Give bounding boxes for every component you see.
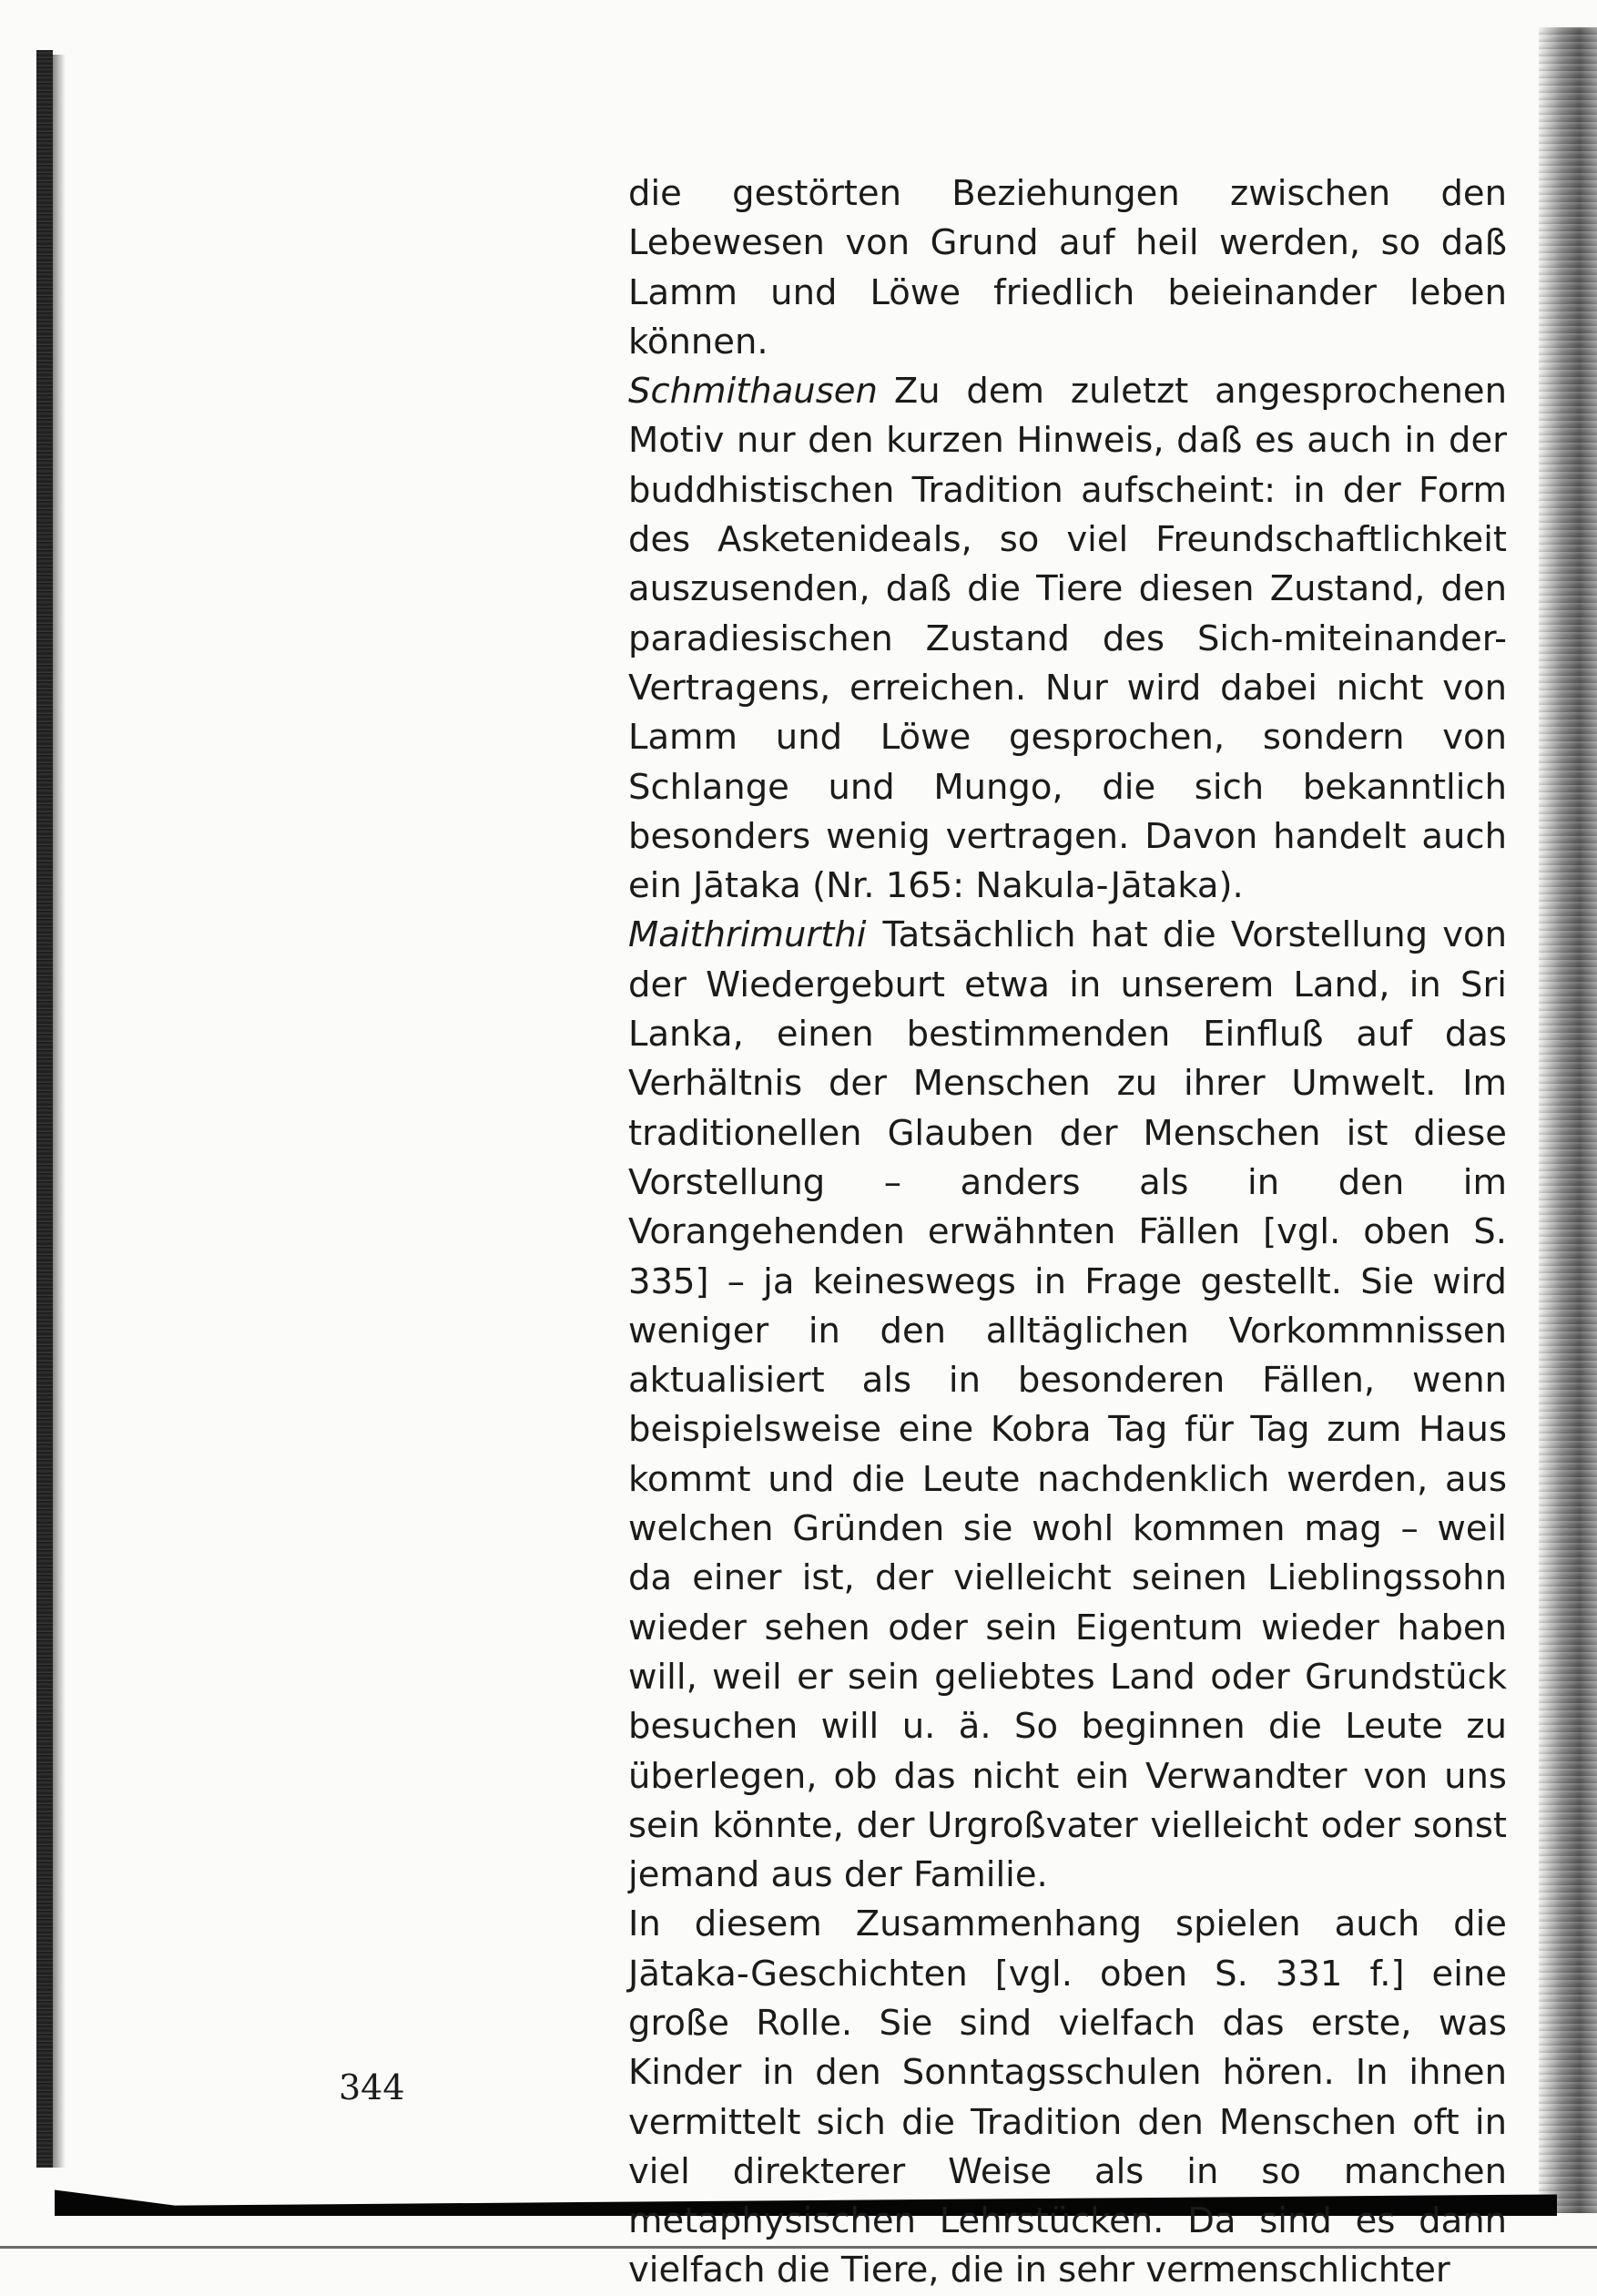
speaker-name: Schmithausen [628,371,878,413]
paragraph-text: In diesem Zusammenhang spielen auch die Jātaka-Geschichten [vgl. oben S. 331 f.] eine große Rolle. Sie sind vielfach das erste, was Kinder in den Sonntagsschulen hören. In ihnen vermittelt sich die Tradition den Menschen oft in viel direkterer Weise als in so manchen metaphysischen Lehrstücken. Da sind es dann vielfach die Tiere, die in sehr vermenschlichter [628,1903,1507,2291]
paragraph-schmithausen [628,367,1507,911]
paragraph-text: Zu dem zuletzt angesprochenen Motiv nur den kurzen Hinweis, daß es auch in der buddhistischen Tradition aufscheint: in der Form des Asketenideals, so viel Freundschaftlichkeit auszusenden, daß die Tiere diesen Zustand, den paradiesischen Zustand des Sich-miteinander-Vertragens, erreichen. Nur wird dabei nicht von Lamm und Löwe gesprochen, sondern von Schlange und Mungo, die sich bekanntlich besonders wenig vertragen. Davon handelt auch ein Jātaka (Nr. 165: Nakula-Jātaka). [628,371,1507,907]
scan-left-edge [36,50,53,2168]
page-body-text [628,169,1507,2296]
paragraph-text: die gestörten Beziehungen zwischen den Lebewesen von Grund auf heil werden, so daß Lamm und Löwe friedlich beieinander leben können. [628,173,1507,362]
scan-left-shadow [53,55,66,2168]
page-number: 344 [339,2067,405,2107]
paragraph-text: Tatsächlich hat die Vorstellung von der Wiedergeburt etwa in unserem Land, in Sri Lanka, einen bestimmenden Einfluß auf das Verhältnis der Menschen zu ihrer Umwelt. Im traditionellen Glauben der Menschen ist diese Vorstellung – anders als in den im Vorangehenden erwähnten Fällen [vgl. oben S. 335] – ja keineswegs in Frage gestellt. Sie wird weniger in den alltäglichen Vorkommnissen aktualisiert als in besonderen Fällen, wenn beispielsweise eine Kobra Tag für Tag zum Haus kommt und die Leute nachdenklich werden, aus welchen Gründen sie wohl kommen mag – weil da einer ist, der vielleicht seinen Lieblingssohn wieder sehen oder sein Eigentum wieder haben will, weil er sein geliebtes Land oder Grundstück besuchen will u. ä. So beginnen die Leute zu überlegen, ob das nicht ein Verwandter von uns sein könnte, der Urgroßvater vielleicht oder sonst jemand aus der Familie. [628,914,1507,1896]
scan-right-edge-texture [1539,27,1597,2213]
paragraph-jataka [628,1900,1507,2295]
speaker-name: Maithrimurthi [628,914,867,956]
paragraph-intro [628,169,1507,367]
paragraph-maithrimurthi [628,911,1507,1900]
